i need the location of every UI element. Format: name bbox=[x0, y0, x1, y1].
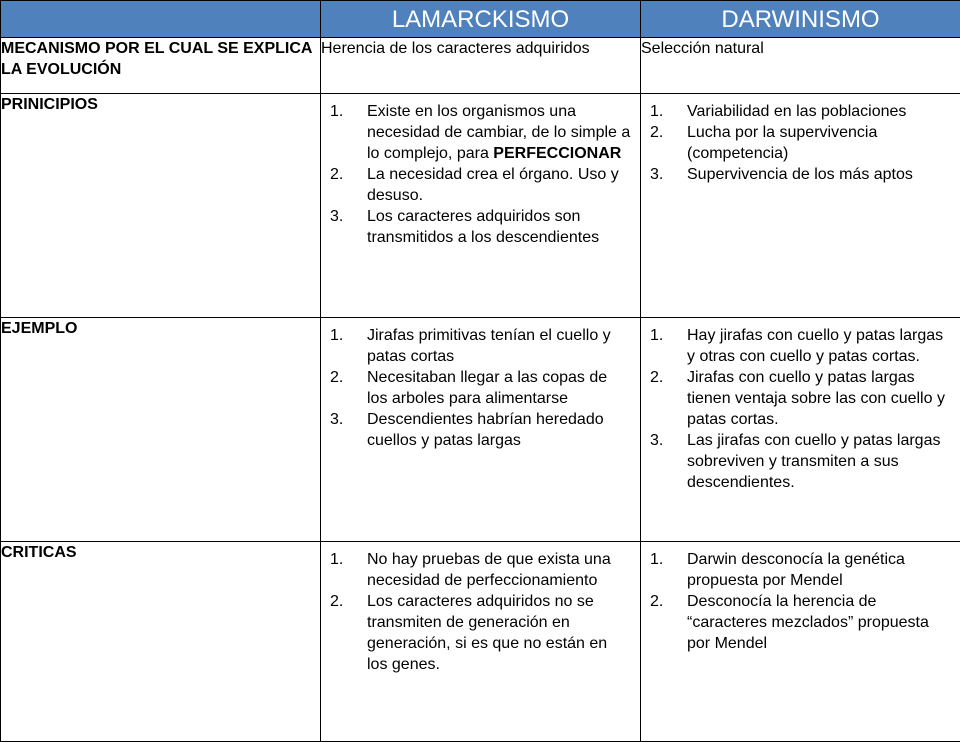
header-darwinismo: DARWINISMO bbox=[641, 1, 960, 38]
row-criticas bbox=[1, 542, 960, 742]
list-item: 1. No hay pruebas de que exista una necesidad de perfeccionamiento bbox=[330, 549, 632, 591]
list-item: 1. Hay jirafas con cuello y patas largas y otras con cuello y patas cortas. bbox=[650, 325, 952, 367]
row-label: MECANISMO POR EL CUAL SE EXPLICA LA EVOLUCIÓN bbox=[1, 38, 321, 94]
list-item: 3. Descendientes habrían heredado cuellos y patas largas bbox=[330, 409, 632, 451]
numbered-list bbox=[641, 94, 960, 191]
list-item: 1. Variabilidad en las poblaciones bbox=[650, 101, 952, 122]
row-mecanismo bbox=[1, 38, 960, 94]
numbered-list bbox=[321, 318, 640, 457]
lamarck-cell bbox=[321, 94, 641, 318]
list-item: 3. Las jirafas con cuello y patas largas sobreviven y transmiten a sus descendientes. bbox=[650, 430, 952, 493]
list-item: 2. Jirafas con cuello y patas largas tienen ventaja sobre las con cuello y patas cortas. bbox=[650, 367, 952, 430]
darwin-cell: Selección natural bbox=[641, 38, 960, 94]
numbered-list bbox=[641, 318, 960, 499]
row-label: EJEMPLO bbox=[1, 318, 321, 542]
row-principios bbox=[1, 94, 960, 318]
list-item: 2. Lucha por la supervivencia (competencia) bbox=[650, 122, 952, 164]
list-item: 2. Necesitaban llegar a las copas de los arboles para alimentarse bbox=[330, 367, 632, 409]
emphasis-text: PERFECCIONAR bbox=[493, 145, 621, 162]
list-item: 2. Los caracteres adquiridos no se transmiten de generación en generación, si es que no están en los genes. bbox=[330, 591, 632, 675]
header-lamarckismo: LAMARCKISMO bbox=[321, 1, 641, 38]
lamarck-cell bbox=[321, 318, 641, 542]
darwin-cell bbox=[641, 318, 960, 542]
lamarck-cell bbox=[321, 542, 641, 742]
row-label: CRITICAS bbox=[1, 542, 321, 742]
row-label: PRINICIPIOS bbox=[1, 94, 321, 318]
list-item: 3. Los caracteres adquiridos son transmitidos a los descendientes bbox=[330, 206, 632, 248]
header-row bbox=[1, 1, 960, 38]
row-ejemplo bbox=[1, 318, 960, 542]
numbered-list bbox=[641, 542, 960, 660]
list-item: 1. Darwin desconocía la genética propuesta por Mendel bbox=[650, 549, 952, 591]
darwin-cell bbox=[641, 94, 960, 318]
list-item: 2. La necesidad crea el órgano. Uso y desuso. bbox=[330, 164, 632, 206]
header-corner-cell bbox=[1, 1, 321, 38]
list-item: 1. Jirafas primitivas tenían el cuello y patas cortas bbox=[330, 325, 632, 367]
darwin-cell bbox=[641, 542, 960, 742]
numbered-list bbox=[321, 542, 640, 681]
list-item: 3. Supervivencia de los más aptos bbox=[650, 164, 952, 185]
list-item: 1. Existe en los organismos una necesidad de cambiar, de lo simple a lo complejo, para PERFECCIONAR bbox=[330, 101, 632, 164]
lamarck-cell: Herencia de los caracteres adquiridos bbox=[321, 38, 641, 94]
list-item: 2. Desconocía la herencia de “caracteres mezclados” propuesta por Mendel bbox=[650, 591, 952, 654]
numbered-list bbox=[321, 94, 640, 254]
